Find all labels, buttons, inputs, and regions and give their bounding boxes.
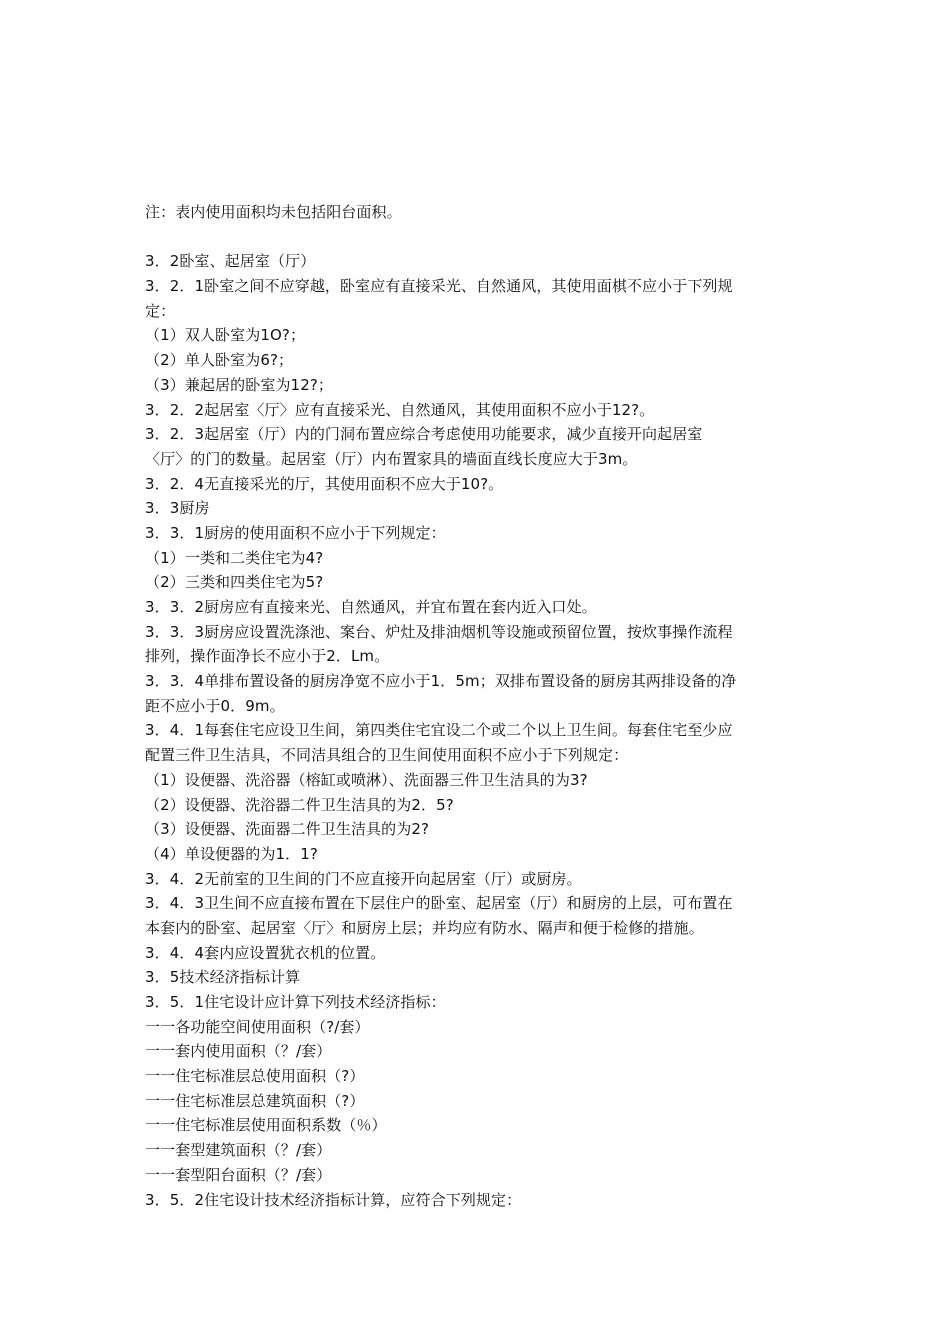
indicator-item: 一一住宅标准层总使用面积（?） bbox=[145, 1067, 365, 1086]
clause-3-4-3-cont: 本套内的卧室、起居室〈厅〉和厨房上层；并均应有防水、隔声和便于检修的措施。 bbox=[145, 918, 704, 937]
clause-3-5-1: 3．5．1住宅设计应计算下列技术经济指标： bbox=[145, 993, 446, 1011]
list-item: （2）单人卧室为6?； bbox=[145, 351, 294, 370]
clause-3-3-2: 3．3．2厨房应有直接来光、自然通风，并宜布置在套内近入口处。 bbox=[145, 598, 597, 616]
clause-3-4-3: 3．4．3卫生间不应直接布置在下层住户的卧室、起居室（厅）和厨房的上层，可布置在 bbox=[145, 894, 733, 913]
list-item: （2）三类和四类住宅为5? bbox=[145, 573, 324, 592]
clause-3-5-2: 3．5．2住宅设计技术经济指标计算，应符合下列规定： bbox=[145, 1190, 522, 1209]
clause-3-3-4: 3．3．4单排布置设备的厨房净宽不应小于1．5m；双排布置设备的厨房其两排设备的净 bbox=[145, 672, 737, 691]
indicator-item: 一一套型阳台面积（？/套） bbox=[145, 1165, 332, 1184]
clause-3-4-1-cont: 配置三件卫生洁具，不同洁具组合的卫生间使用面积不应小于下列规定： bbox=[145, 746, 629, 765]
clause-3-2-3: 3．2．3起居室（厅）内的门洞布置应综合考虑使用功能要求，减少直接开向起居室 bbox=[145, 425, 703, 444]
note-line: 注：表内使用面积均未包括阳台面积。 bbox=[145, 203, 402, 221]
clause-3-3-1: 3．3．1厨房的使用面积不应小于下列规定： bbox=[145, 523, 446, 542]
clause-3-2-3-cont: 〈厅〉的门的数量。起居室（厅）内布置家具的墙面直线长度应大于3m。 bbox=[145, 449, 638, 468]
clause-3-4-1: 3．4．1每套住宅应设卫生间，第四类住宅宜设二个或二个以上卫生间。每套住宅至少应 bbox=[145, 721, 733, 740]
clause-3-4-2: 3．4．2无前室的卫生间的门不应直接开向起居室（厅）或厨房。 bbox=[145, 869, 582, 888]
indicator-item: 一一套内使用面积（？/套） bbox=[145, 1042, 332, 1061]
list-item: （3）设便器、洗面器二件卫生洁具的为2? bbox=[145, 820, 430, 839]
section-heading-3-3: 3．3厨房 bbox=[145, 499, 210, 518]
clause-3-2-1-cont: 定： bbox=[145, 301, 176, 320]
clause-3-2-1: 3．2．1卧室之间不应穿越，卧室应有直接采光、自然通风，其使用面棋不应小于下列规 bbox=[145, 277, 733, 296]
clause-3-2-2: 3．2．2起居室〈厅〉应有直接采光、自然通风，其使用面积不应小于12?。 bbox=[145, 400, 655, 419]
clause-3-3-4-cont: 距不应小于0．9m。 bbox=[145, 696, 285, 715]
list-item: （4）单设便器的为1．1? bbox=[145, 844, 318, 863]
section-heading-3-2: 3．2卧室、起居室（厅） bbox=[145, 252, 316, 271]
clause-3-3-3: 3．3．3厨房应设置洗涤池、案台、炉灶及排油烟机等设施或预留位置，按炊事操作流程 bbox=[145, 622, 733, 641]
document-body bbox=[145, 200, 805, 1212]
blank-line bbox=[145, 225, 805, 250]
list-item: （3）兼起居的卧室为12?； bbox=[145, 375, 333, 394]
indicator-item: 一一住宅标准层总建筑面积（?） bbox=[145, 1091, 365, 1110]
indicator-item: 一一各功能空间使用面积（?/套） bbox=[145, 1017, 370, 1036]
indicator-item: 一一套型建筑面积（？/套） bbox=[145, 1141, 332, 1160]
clause-3-2-4: 3．2．4无直接采光的厅，其使用面积不应大于10?。 bbox=[145, 474, 504, 493]
section-heading-3-5: 3．5技术经济指标计算 bbox=[145, 968, 301, 987]
list-item: （1）设便器、洗浴器（榕缸或喷淋）、洗面器三件卫生洁具的为3? bbox=[145, 770, 588, 789]
clause-3-3-3-cont: 排列，操作面净长不应小于2．Lm。 bbox=[145, 647, 390, 666]
list-item: （2）设便器、洗浴器二件卫生洁具的为2．5? bbox=[145, 795, 454, 814]
clause-3-4-4: 3．4．4套内应设置犹衣机的位置。 bbox=[145, 943, 386, 962]
list-item: （1）一类和二类住宅为4? bbox=[145, 548, 324, 567]
list-item: （1）双人卧室为1O?； bbox=[145, 326, 306, 345]
indicator-item: 一一住宅标准层使用面积系数（％） bbox=[145, 1116, 387, 1135]
